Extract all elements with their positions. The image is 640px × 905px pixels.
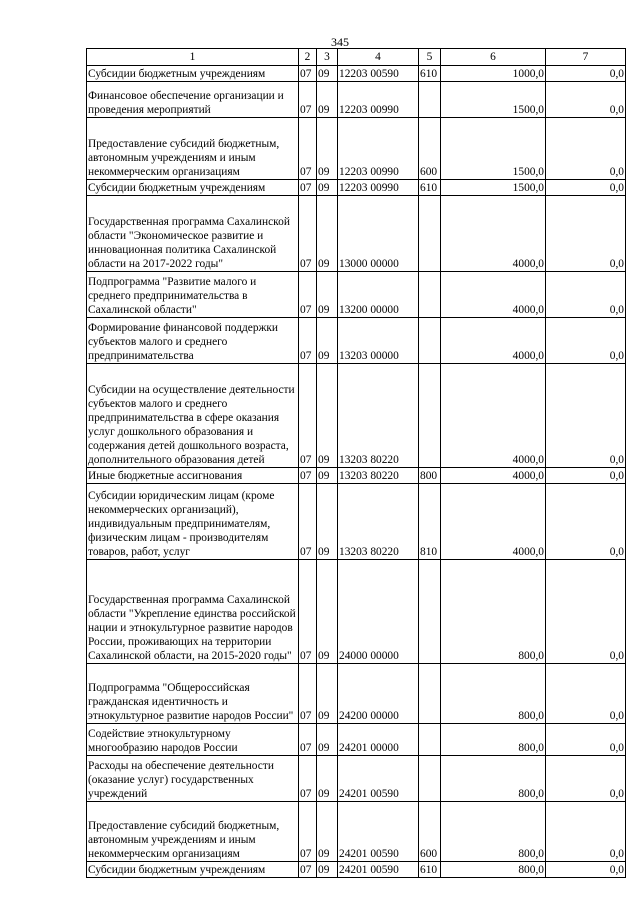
row-name: Субсидии юридическим лицам (кроме некоммерческих организаций), индивидуальным предпринимателям, физическим лицам - производителям товаров, работ, услуг (87, 484, 299, 560)
row-amount: 4000,0 (441, 318, 546, 364)
row-expense-type (419, 364, 441, 468)
row-amount-2: 0,0 (546, 118, 626, 180)
row-target-article: 13203 80220 (338, 484, 419, 560)
row-amount: 1500,0 (441, 180, 546, 196)
row-name: Предоставление субсидий бюджетным, автономным учреждениям и иным некоммерческим организациям (87, 802, 299, 862)
row-amount-2: 0,0 (546, 724, 626, 756)
row-name: Субсидии бюджетным учреждениям (87, 66, 299, 82)
row-expense-type: 610 (419, 862, 441, 878)
table-row (87, 196, 626, 272)
budget-table (86, 48, 626, 878)
table-row (87, 180, 626, 196)
row-section: 07 (299, 484, 317, 560)
row-name: Содействие этнокультурному многообразию народов России (87, 724, 299, 756)
row-target-article: 24000 00000 (338, 560, 419, 664)
row-name: Субсидии на осуществление деятельности субъектов малого и среднего предпринимательства в сфере оказания услуг дошкольного образования и содержания детей дошкольного возраста, дополнительного образования детей (87, 364, 299, 468)
table-header (87, 49, 626, 66)
row-amount: 800,0 (441, 560, 546, 664)
table-row (87, 364, 626, 468)
row-amount-2: 0,0 (546, 468, 626, 484)
row-amount: 1500,0 (441, 118, 546, 180)
row-amount: 800,0 (441, 862, 546, 878)
row-subsection: 09 (317, 724, 338, 756)
row-amount: 4000,0 (441, 468, 546, 484)
row-amount-2: 0,0 (546, 862, 626, 878)
row-expense-type (419, 724, 441, 756)
row-expense-type (419, 318, 441, 364)
row-amount: 4000,0 (441, 196, 546, 272)
row-name: Государственная программа Сахалинской области "Укрепление единства российской нации и этнокультурное развитие народов России, проживающих на территории Сахалинской области, на 2015-2020 годы" (87, 560, 299, 664)
row-section: 07 (299, 364, 317, 468)
row-amount-2: 0,0 (546, 756, 626, 802)
row-subsection: 09 (317, 66, 338, 82)
table-row (87, 66, 626, 82)
table-row (87, 862, 626, 878)
row-expense-type (419, 560, 441, 664)
row-target-article: 24201 00590 (338, 756, 419, 802)
row-amount-2: 0,0 (546, 66, 626, 82)
table-body (87, 66, 626, 878)
row-subsection: 09 (317, 484, 338, 560)
row-section: 07 (299, 724, 317, 756)
row-target-article: 24200 00000 (338, 664, 419, 724)
table-row (87, 724, 626, 756)
row-target-article: 12203 00990 (338, 180, 419, 196)
row-expense-type: 810 (419, 484, 441, 560)
row-target-article: 13200 00000 (338, 272, 419, 318)
row-expense-type: 800 (419, 468, 441, 484)
row-subsection: 09 (317, 318, 338, 364)
table-row (87, 272, 626, 318)
row-amount-2: 0,0 (546, 272, 626, 318)
header-col-7: 7 (546, 49, 626, 66)
row-amount: 800,0 (441, 802, 546, 862)
page-number: 345 (331, 35, 349, 49)
row-subsection: 09 (317, 862, 338, 878)
row-amount: 1500,0 (441, 82, 546, 118)
row-name: Предоставление субсидий бюджетным, автономным учреждениям и иным некоммерческим организациям (87, 118, 299, 180)
row-name: Подпрограмма "Развитие малого и среднего предпринимательства в Сахалинской области" (87, 272, 299, 318)
row-target-article: 13203 80220 (338, 468, 419, 484)
row-target-article: 12203 00990 (338, 118, 419, 180)
table-row (87, 560, 626, 664)
table-row (87, 802, 626, 862)
row-amount-2: 0,0 (546, 82, 626, 118)
row-target-article: 24201 00590 (338, 802, 419, 862)
row-subsection: 09 (317, 118, 338, 180)
row-target-article: 12203 00990 (338, 82, 419, 118)
row-target-article: 13000 00000 (338, 196, 419, 272)
header-col-6: 6 (441, 49, 546, 66)
row-amount-2: 0,0 (546, 318, 626, 364)
table-row (87, 484, 626, 560)
table-row (87, 756, 626, 802)
row-section: 07 (299, 180, 317, 196)
row-target-article: 24201 00000 (338, 724, 419, 756)
row-name: Государственная программа Сахалинской области "Экономическое развитие и инновационная политика Сахалинской области на 2017-2022 годы" (87, 196, 299, 272)
table-row (87, 664, 626, 724)
row-section: 07 (299, 802, 317, 862)
row-amount: 4000,0 (441, 272, 546, 318)
row-name: Иные бюджетные ассигнования (87, 468, 299, 484)
header-col-1: 1 (87, 49, 299, 66)
row-section: 07 (299, 318, 317, 364)
row-subsection: 09 (317, 560, 338, 664)
table-row (87, 82, 626, 118)
row-section: 07 (299, 664, 317, 724)
header-col-3: 3 (317, 49, 338, 66)
row-subsection: 09 (317, 802, 338, 862)
row-subsection: 09 (317, 756, 338, 802)
header-col-4: 4 (338, 49, 419, 66)
row-amount: 800,0 (441, 724, 546, 756)
row-name: Финансовое обеспечение организации и проведения мероприятий (87, 82, 299, 118)
row-subsection: 09 (317, 82, 338, 118)
row-section: 07 (299, 560, 317, 664)
row-expense-type (419, 756, 441, 802)
row-subsection: 09 (317, 468, 338, 484)
header-col-5: 5 (419, 49, 441, 66)
row-section: 07 (299, 756, 317, 802)
row-section: 07 (299, 196, 317, 272)
row-subsection: 09 (317, 196, 338, 272)
row-name: Формирование финансовой поддержки субъектов малого и среднего предпринимательства (87, 318, 299, 364)
header-col-2: 2 (299, 49, 317, 66)
row-amount-2: 0,0 (546, 484, 626, 560)
row-subsection: 09 (317, 664, 338, 724)
row-name: Подпрограмма "Общероссийская гражданская идентичность и этнокультурное развитие народов России" (87, 664, 299, 724)
row-subsection: 09 (317, 364, 338, 468)
row-expense-type: 610 (419, 66, 441, 82)
row-amount-2: 0,0 (546, 560, 626, 664)
row-target-article: 24201 00590 (338, 862, 419, 878)
row-target-article: 12203 00590 (338, 66, 419, 82)
row-expense-type (419, 82, 441, 118)
row-amount-2: 0,0 (546, 664, 626, 724)
row-name: Субсидии бюджетным учреждениям (87, 862, 299, 878)
row-amount: 4000,0 (441, 484, 546, 560)
row-section: 07 (299, 82, 317, 118)
row-subsection: 09 (317, 272, 338, 318)
row-section: 07 (299, 468, 317, 484)
row-subsection: 09 (317, 180, 338, 196)
row-amount-2: 0,0 (546, 802, 626, 862)
row-amount-2: 0,0 (546, 196, 626, 272)
row-amount-2: 0,0 (546, 364, 626, 468)
row-amount: 800,0 (441, 664, 546, 724)
row-amount: 4000,0 (441, 364, 546, 468)
row-amount-2: 0,0 (546, 180, 626, 196)
row-expense-type (419, 196, 441, 272)
row-section: 07 (299, 118, 317, 180)
row-expense-type: 600 (419, 802, 441, 862)
row-name: Расходы на обеспечение деятельности (оказание услуг) государственных учреждений (87, 756, 299, 802)
row-expense-type: 600 (419, 118, 441, 180)
row-section: 07 (299, 272, 317, 318)
row-name: Субсидии бюджетным учреждениям (87, 180, 299, 196)
table-row (87, 468, 626, 484)
row-expense-type (419, 272, 441, 318)
row-target-article: 13203 80220 (338, 364, 419, 468)
header-row (87, 49, 626, 66)
row-section: 07 (299, 862, 317, 878)
row-section: 07 (299, 66, 317, 82)
row-expense-type (419, 664, 441, 724)
table-row (87, 118, 626, 180)
row-expense-type: 610 (419, 180, 441, 196)
table-row (87, 318, 626, 364)
row-amount: 800,0 (441, 756, 546, 802)
row-target-article: 13203 00000 (338, 318, 419, 364)
row-amount: 1000,0 (441, 66, 546, 82)
